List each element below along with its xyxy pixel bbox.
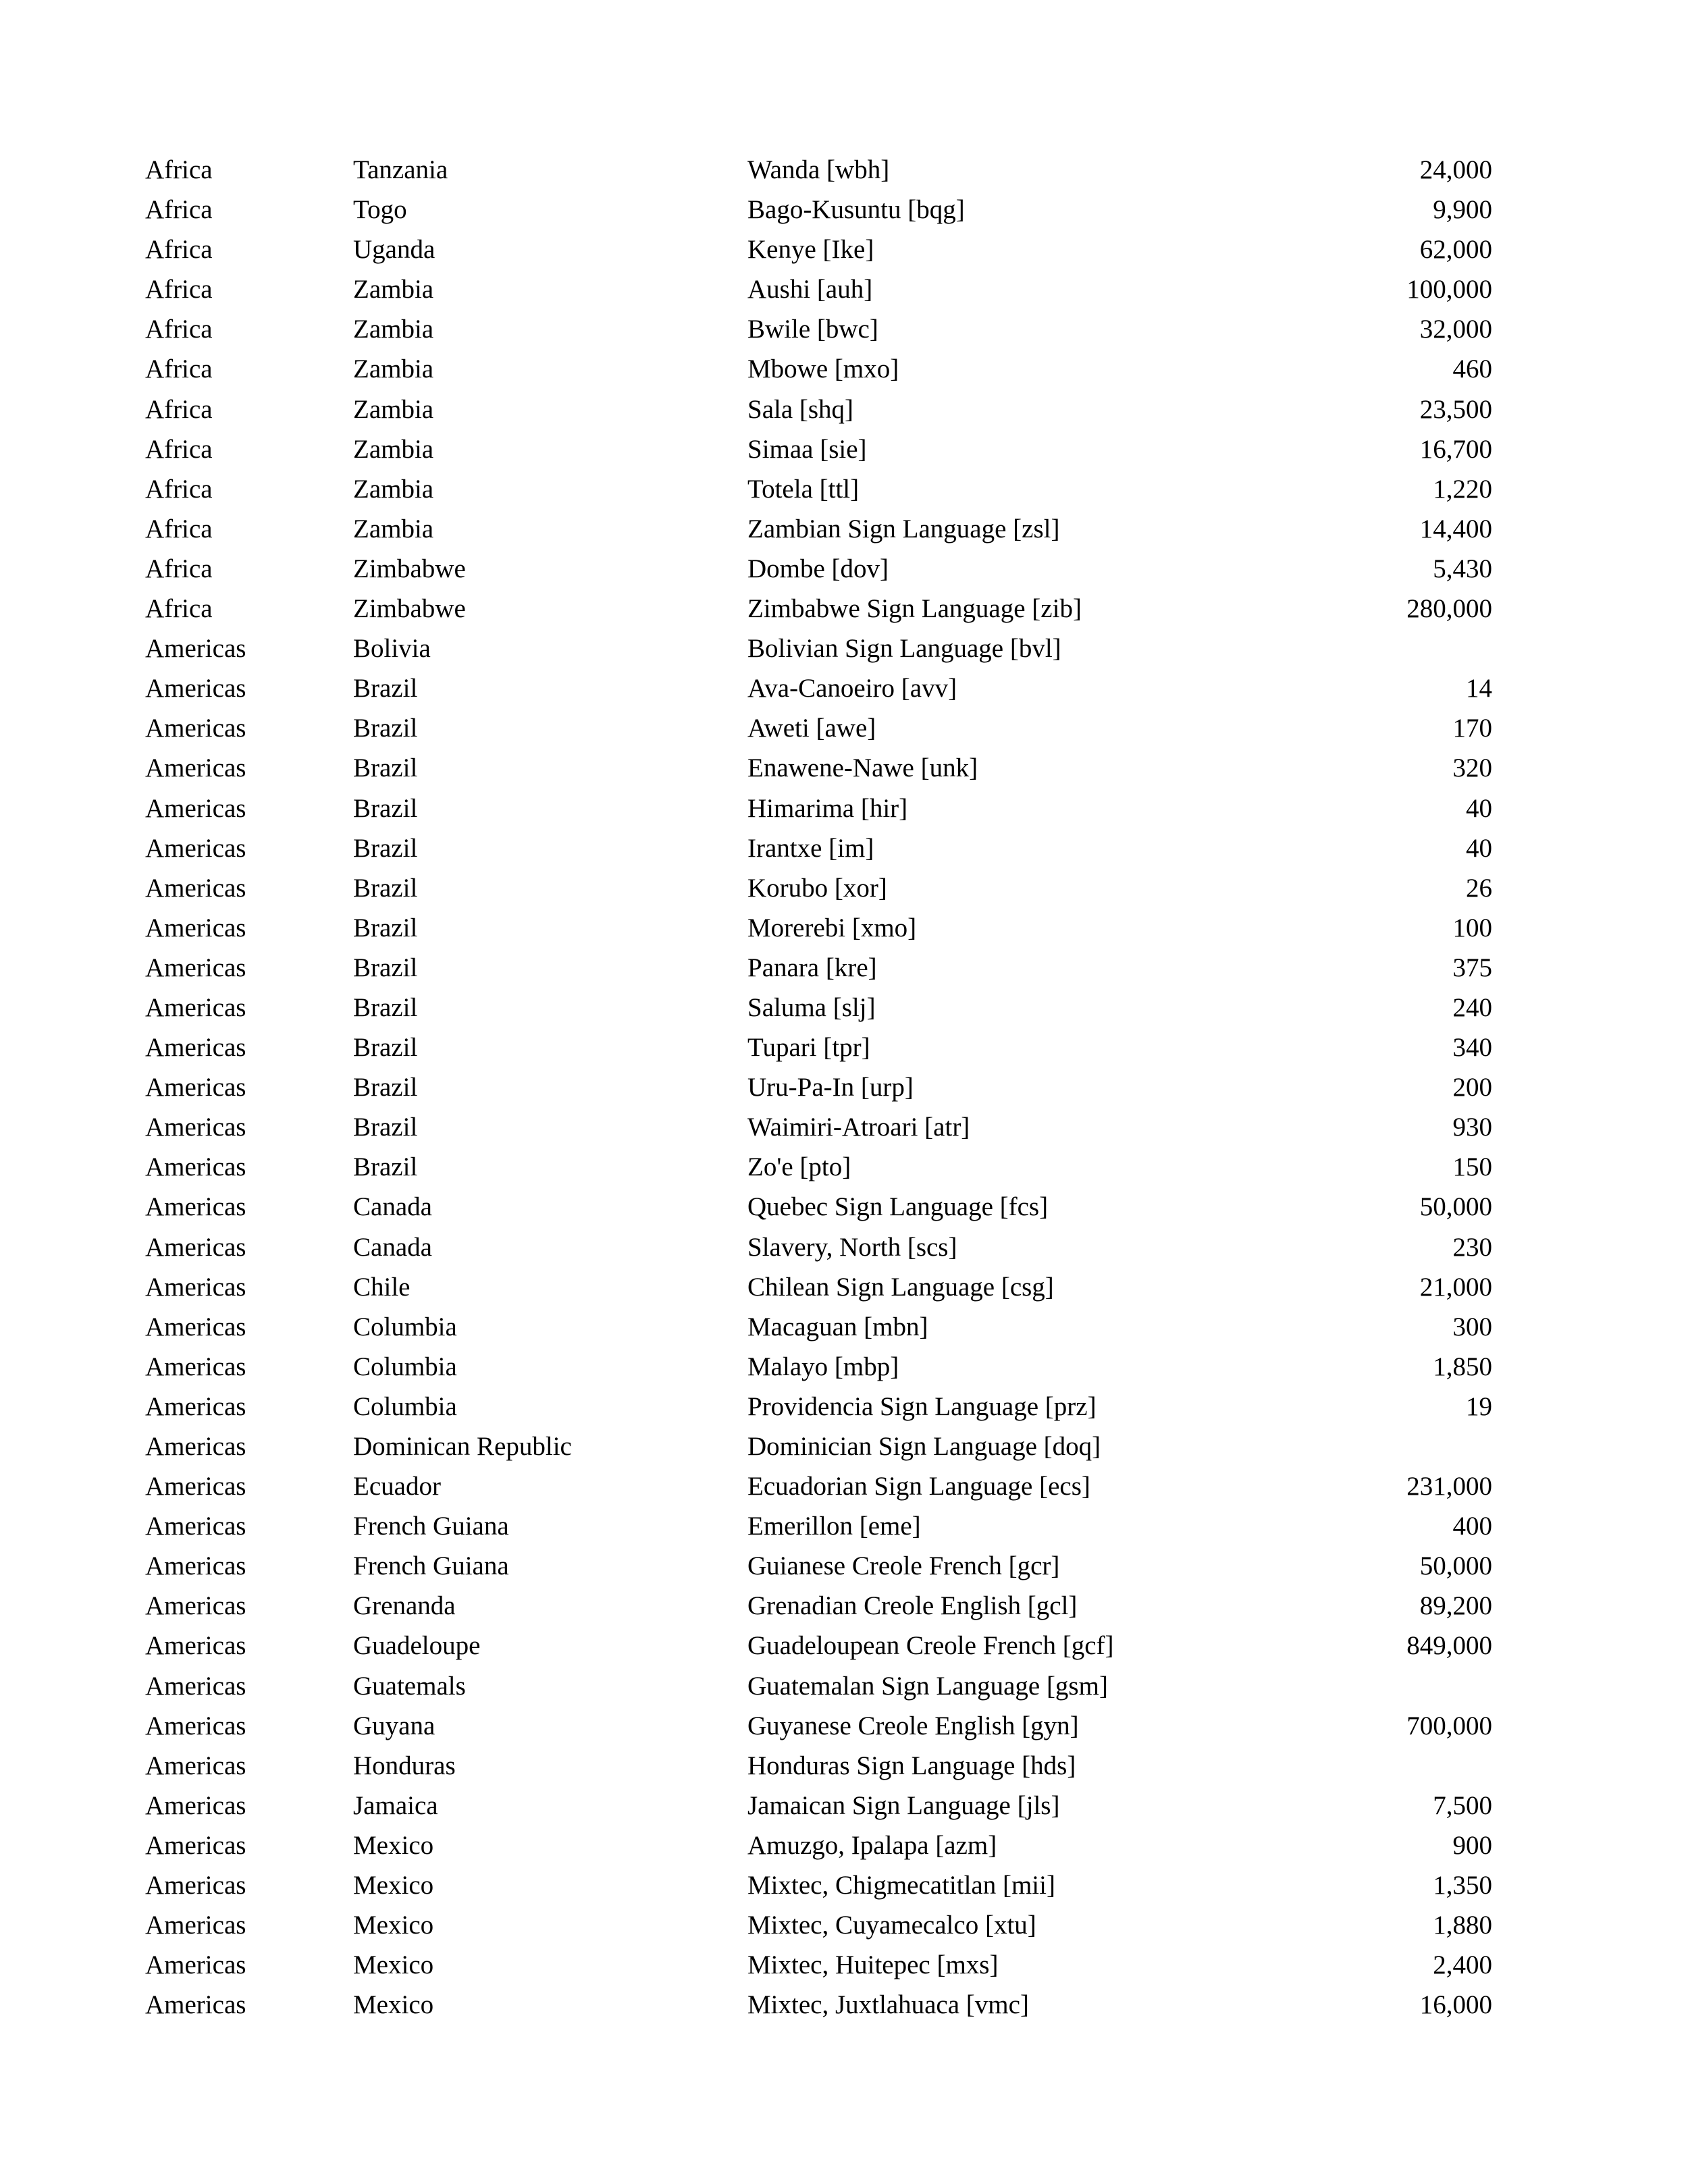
speakers-cell: 400 [1452,1512,1492,1541]
country-cell: Zambia [353,394,434,424]
table-row [0,1865,1688,1905]
region-cell: Africa [145,235,213,265]
region-cell: Africa [145,155,213,184]
language-cell: Amuzgo, Ipalapa [azm] [747,1830,997,1860]
speakers-cell: 14 [1466,674,1492,703]
speakers-cell: 40 [1466,793,1492,823]
table-row [0,309,1688,349]
language-cell: Jamaican Sign Language [jls] [747,1790,1060,1820]
region-cell: Americas [145,1232,246,1262]
language-cell: Panara [kre] [747,953,877,982]
region-cell: Americas [145,1312,246,1341]
country-cell: Mexico [353,1990,434,2020]
language-cell: Zambian Sign Language [zsl] [747,514,1060,543]
country-cell: Ecuador [353,1472,441,1501]
language-cell: Sala [shq] [747,394,854,424]
table-row [0,509,1688,549]
region-cell: Americas [145,753,246,783]
speakers-cell: 2,400 [1433,1950,1492,1980]
language-cell: Wanda [wbh] [747,155,890,184]
region-cell: Americas [145,1272,246,1302]
speakers-cell: 460 [1452,354,1492,384]
language-cell: Totela [ttl] [747,474,860,504]
country-cell: Brazil [353,1152,418,1182]
region-cell: Americas [145,634,246,664]
country-cell: Honduras [353,1751,456,1780]
region-cell: Americas [145,1711,246,1740]
table-row [0,828,1688,868]
table-row [0,1826,1688,1865]
country-cell: Zambia [353,275,434,304]
country-cell: Guadeloupe [353,1631,481,1661]
table-row [0,1147,1688,1187]
speakers-cell: 1,350 [1433,1871,1492,1900]
table-row [0,1586,1688,1626]
language-cell: Aushi [auh] [747,275,873,304]
country-cell: French Guiana [353,1512,509,1541]
region-cell: Americas [145,1751,246,1780]
language-cell: Simaa [sie] [747,434,867,464]
country-cell: Zambia [353,434,434,464]
country-cell: Uganda [353,235,436,265]
language-cell: Emerillon [eme] [747,1512,921,1541]
country-cell: Zambia [353,514,434,543]
language-cell: Enawene-Nawe [unk] [747,753,978,783]
language-cell: Irantxe [im] [747,833,874,863]
language-cell: Saluma [slj] [747,992,876,1022]
language-cell: Ecuadorian Sign Language [ecs] [747,1472,1090,1501]
language-cell: Bwile [bwc] [747,315,878,344]
table-row [0,1506,1688,1546]
region-cell: Americas [145,1631,246,1661]
country-cell: Canada [353,1192,432,1222]
speakers-cell: 700,000 [1406,1711,1492,1740]
table-row [0,469,1688,509]
country-cell: Brazil [353,873,418,903]
region-cell: Americas [145,833,246,863]
speakers-cell: 340 [1452,1033,1492,1063]
country-cell: Bolivia [353,634,431,664]
language-cell: Guianese Creole French [gcr] [747,1551,1060,1581]
speakers-cell: 9,900 [1433,195,1492,225]
table-row [0,269,1688,309]
speakers-cell: 230 [1452,1232,1492,1262]
table-row [0,708,1688,748]
region-cell: Americas [145,1192,246,1222]
speakers-cell: 150 [1452,1152,1492,1182]
table-row [0,589,1688,629]
speakers-cell: 1,880 [1433,1911,1492,1940]
region-cell: Americas [145,1671,246,1701]
language-cell: Uru-Pa-In [urp] [747,1073,914,1102]
language-cell: Mixtec, Chigmecatitlan [mii] [747,1871,1055,1900]
language-cell: Aweti [awe] [747,714,876,743]
table-row [0,1267,1688,1307]
language-cell: Mixtec, Cuyamecalco [xtu] [747,1911,1036,1940]
language-cell: Bolivian Sign Language [bvl] [747,634,1061,664]
country-cell: Chile [353,1272,411,1302]
region-cell: Americas [145,953,246,982]
country-cell: Guatemals [353,1671,466,1701]
region-cell: Americas [145,1113,246,1142]
language-cell: Mbowe [mxo] [747,354,899,384]
language-cell: Korubo [xor] [747,873,887,903]
country-cell: Guyana [353,1711,436,1740]
language-cell: Malayo [mbp] [747,1352,899,1381]
speakers-cell: 50,000 [1419,1551,1492,1581]
language-cell: Bago-Kusuntu [bqg] [747,195,965,225]
country-cell: Brazil [353,913,418,942]
region-cell: Americas [145,1990,246,2020]
country-cell: Columbia [353,1391,457,1421]
table-row [0,1546,1688,1586]
country-cell: Brazil [353,753,418,783]
language-cell: Dominician Sign Language [doq] [747,1432,1101,1461]
speakers-cell: 89,200 [1419,1591,1492,1621]
table-row [0,1905,1688,1945]
region-cell: Americas [145,1352,246,1381]
table-row [0,1227,1688,1267]
language-cell: Chilean Sign Language [csg] [747,1272,1054,1302]
country-cell: Mexico [353,1871,434,1900]
region-cell: Americas [145,1950,246,1980]
table-row [0,988,1688,1028]
region-cell: Americas [145,992,246,1022]
country-cell: Columbia [353,1312,457,1341]
country-cell: Brazil [353,793,418,823]
country-cell: Brazil [353,833,418,863]
speakers-cell: 14,400 [1419,514,1492,543]
country-cell: Brazil [353,1073,418,1102]
region-cell: Americas [145,674,246,703]
country-cell: Grenanda [353,1591,456,1621]
country-cell: Brazil [353,1033,418,1063]
speakers-cell: 300 [1452,1312,1492,1341]
speakers-cell: 930 [1452,1113,1492,1142]
table-row [0,390,1688,429]
speakers-cell: 62,000 [1419,235,1492,265]
language-cell: Dombe [dov] [747,554,889,583]
region-cell: Americas [145,1591,246,1621]
region-cell: Africa [145,434,213,464]
language-cell: Ava-Canoeiro [avv] [747,674,957,703]
region-cell: Africa [145,514,213,543]
country-cell: Jamaica [353,1790,438,1820]
region-cell: Americas [145,714,246,743]
speakers-cell: 240 [1452,992,1492,1022]
speakers-cell: 5,430 [1433,554,1492,583]
table-row [0,1746,1688,1786]
country-cell: Mexico [353,1830,434,1860]
speakers-cell: 1,220 [1433,474,1492,504]
speakers-cell: 375 [1452,953,1492,982]
speakers-cell: 23,500 [1419,394,1492,424]
speakers-cell: 900 [1452,1830,1492,1860]
region-cell: Americas [145,913,246,942]
language-cell: Guadeloupean Creole French [gcf] [747,1631,1114,1661]
speakers-cell: 16,700 [1419,434,1492,464]
speakers-cell: 100 [1452,913,1492,942]
country-cell: Zambia [353,315,434,344]
country-cell: Brazil [353,714,418,743]
language-cell: Grenadian Creole English [gcl] [747,1591,1078,1621]
speakers-cell: 7,500 [1433,1790,1492,1820]
country-cell: French Guiana [353,1551,509,1581]
language-cell: Mixtec, Huitepec [mxs] [747,1950,999,1980]
region-cell: Americas [145,793,246,823]
region-cell: Americas [145,1472,246,1501]
language-cell: Zo'e [pto] [747,1152,851,1182]
table-row [0,1307,1688,1347]
language-cell: Honduras Sign Language [hds] [747,1751,1076,1780]
table-row [0,549,1688,589]
region-cell: Americas [145,1033,246,1063]
speakers-cell: 16,000 [1419,1990,1492,2020]
country-cell: Tanzania [353,155,448,184]
region-cell: Africa [145,474,213,504]
language-cell: Himarima [hir] [747,793,908,823]
table-row [0,349,1688,389]
region-cell: Americas [145,1911,246,1940]
table-row [0,230,1688,269]
speakers-cell: 21,000 [1419,1272,1492,1302]
language-cell: Quebec Sign Language [fcs] [747,1192,1049,1222]
language-cell: Macaguan [mbn] [747,1312,928,1341]
table-row [0,1626,1688,1666]
region-cell: Americas [145,1551,246,1581]
region-cell: Americas [145,1512,246,1541]
language-cell: Morerebi [xmo] [747,913,917,942]
language-cell: Mixtec, Juxtlahuaca [vmc] [747,1990,1029,2020]
speakers-cell: 170 [1452,714,1492,743]
table-row [0,629,1688,668]
region-cell: Africa [145,275,213,304]
table-row [0,1466,1688,1506]
language-cell: Tupari [tpr] [747,1033,870,1063]
language-cell: Providencia Sign Language [prz] [747,1391,1097,1421]
language-table [0,150,1688,2025]
region-cell: Americas [145,1152,246,1182]
speakers-cell: 320 [1452,753,1492,783]
language-cell: Zimbabwe Sign Language [zib] [747,594,1082,624]
table-row [0,1786,1688,1826]
region-cell: Americas [145,1871,246,1900]
country-cell: Mexico [353,1950,434,1980]
region-cell: Africa [145,554,213,583]
table-row [0,668,1688,708]
speakers-cell: 24,000 [1419,155,1492,184]
table-row [0,1945,1688,1985]
country-cell: Brazil [353,1113,418,1142]
speakers-cell: 19 [1466,1391,1492,1421]
country-cell: Togo [353,195,407,225]
table-row [0,190,1688,230]
language-cell: Slavery, North [scs] [747,1232,957,1262]
language-cell: Guatemalan Sign Language [gsm] [747,1671,1108,1701]
table-row [0,1985,1688,2025]
country-cell: Mexico [353,1911,434,1940]
speakers-cell: 100,000 [1406,275,1492,304]
speakers-cell: 1,850 [1433,1352,1492,1381]
speakers-cell: 50,000 [1419,1192,1492,1222]
table-row [0,1107,1688,1147]
table-row [0,150,1688,190]
table-row [0,1706,1688,1746]
region-cell: Americas [145,1790,246,1820]
region-cell: Americas [145,873,246,903]
region-cell: Americas [145,1073,246,1102]
table-row [0,748,1688,788]
country-cell: Zambia [353,354,434,384]
region-cell: Africa [145,195,213,225]
table-row [0,868,1688,908]
country-cell: Brazil [353,992,418,1022]
region-cell: Africa [145,594,213,624]
speakers-cell: 32,000 [1419,315,1492,344]
language-cell: Waimiri-Atroari [atr] [747,1113,970,1142]
country-cell: Brazil [353,953,418,982]
table-row [0,1067,1688,1107]
table-row [0,1028,1688,1067]
language-cell: Kenye [Ike] [747,235,874,265]
table-row [0,429,1688,469]
table-row [0,1347,1688,1387]
speakers-cell: 849,000 [1406,1631,1492,1661]
table-row [0,789,1688,828]
speakers-cell: 26 [1466,873,1492,903]
table-row [0,1187,1688,1227]
region-cell: Africa [145,354,213,384]
speakers-cell: 280,000 [1406,594,1492,624]
table-row [0,908,1688,948]
language-cell: Guyanese Creole English [gyn] [747,1711,1079,1740]
speakers-cell: 40 [1466,833,1492,863]
table-row [0,1387,1688,1427]
speakers-cell: 200 [1452,1073,1492,1102]
table-row [0,1427,1688,1466]
country-cell: Dominican Republic [353,1432,572,1461]
table-row [0,1666,1688,1706]
country-cell: Columbia [353,1352,457,1381]
table-row [0,948,1688,988]
region-cell: Americas [145,1432,246,1461]
country-cell: Zambia [353,474,434,504]
country-cell: Zimbabwe [353,594,466,624]
region-cell: Americas [145,1391,246,1421]
region-cell: Americas [145,1830,246,1860]
country-cell: Canada [353,1232,432,1262]
region-cell: Africa [145,394,213,424]
country-cell: Zimbabwe [353,554,466,583]
country-cell: Brazil [353,674,418,703]
region-cell: Africa [145,315,213,344]
speakers-cell: 231,000 [1406,1472,1492,1501]
